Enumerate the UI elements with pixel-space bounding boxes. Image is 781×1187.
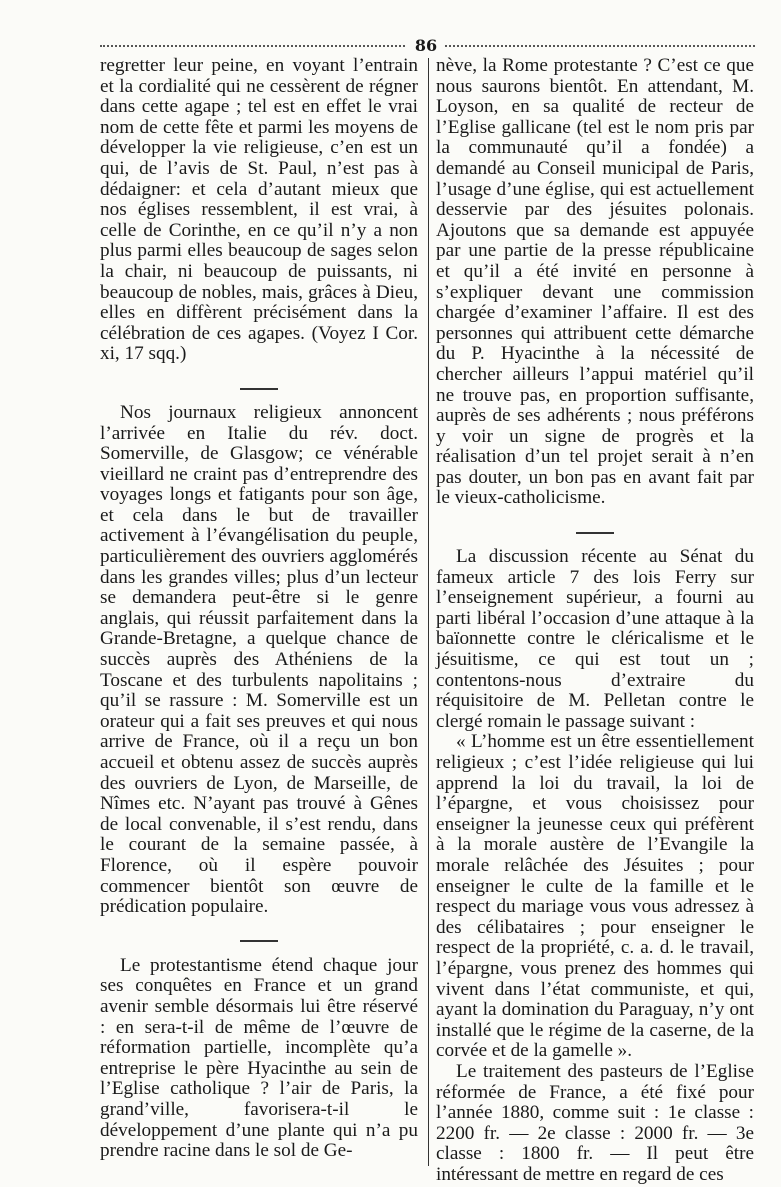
section-divider [100, 926, 418, 948]
page-number: 86 [414, 36, 438, 55]
left-paragraph-3: Le protestantisme étend chaque jour ses conquêtes en France et un grand avenir semble désormais lui être réservé : en sera-t-il de même de l’œuvre de réformation partielle, incomplète qu’a entreprise le père Hyacinthe au sein de l’Eglise catholique ? l’air de Paris, la grand’ville, favorisera-t-il le développement d’une plante qui n’a pu prendre racine dans le sol de Ge- [100, 954, 418, 1162]
header-rule-left [100, 45, 405, 47]
right-paragraph-1: nève, la Rome protestante ? C’est ce que nous saurons bientôt. En attendant, M. Loyson, en sa qualité de recteur de l’Eglise gallicane (tel est le nom pris par la communauté qu’il a fondée) a demandé au Conseil municipal de Paris, l’usage d’une église, qui est actuellement desservie par des jésuites polonais. Ajoutons que sa demande est appuyée par une partie de la presse républicaine et qu’il a été invité en personne à s’expliquer devant une commission chargée d’examiner l’affaire. Il est des personnes qui attribuent cette démarche du P. Hyacinthe à la nécessité de chercher ailleurs l’appui matériel qu’il ne trouve pas, en proportion suffisante, auprès de ses adhérents ; nous préférons y voir un signe de progrès et la réalisation d’un tel projet serait à n’en pas douter, un bon pas en avant fait par le vieux-catholicisme. [436, 55, 754, 509]
right-column [436, 56, 754, 1185]
left-paragraph-1: regretter leur peine, en voyant l’entrain et la cordialité qui ne cessèrent de régner dans cette agape ; tel est en effet le vrai nom de cette fête et parmi les moyens de développer la vie religieuse, c’en est un qui, de l’avis de St. Paul, n’est pas à dédaigner: et cela d’autant mieux que nos églises ressemblent, il est vrai, à celle de Corinthe, en ce qu’il n’y a non plus parmi elles beaucoup de sages selon la chair, ni beaucoup de puissants, ni beaucoup de nobles, mais, grâces à Dieu, elles en diffèrent précisément dans la célébration de ces agapes. (Voyez I Cor. xi, 17 sqq.) [100, 55, 418, 365]
header-rule-right [445, 45, 755, 47]
section-divider [436, 517, 754, 539]
page-header [100, 36, 755, 56]
right-paragraph-2: La discussion récente au Sénat du fameux article 7 des lois Ferry sur l’enseignement supérieur, a fourni au parti libéral l’occasion d’une attaque à la baïonnette contre le cléricalisme et le jésuitisme, ce qui est tout un ; contentons-nous d’extraire du réquisitoire de M. Pelletan contre le clergé romain le passage suivant : [436, 546, 754, 732]
section-divider [100, 373, 418, 395]
column-separator [428, 58, 429, 1166]
left-paragraph-2: Nos journaux religieux annoncent l’arrivée en Italie du rév. doct. Somerville, de Glasgow; ce vénérable vieillard ne craint pas d’entreprendre des voyages longs et fatigants pour son âge, et cela dans le but de travailler activement à l’évangélisation du peuple, particulièrement des ouvriers agglomérés dans les grandes villes; plus d’un lecteur se demandera peut-être si le genre anglais, qui réussit parfaitement dans la Grande-Bretagne, a quelque chance de succès auprès des Athéniens de la Toscane et des turbulents napolitains ; qu’il se rassure : M. Somerville est un orateur qui a fait ses preuves et qui nous arrive de France, où il a reçu un bon accueil et obtenu assez de succès auprès des ouvriers de Lyon, de Marseille, de Nîmes etc. N’ayant pas trouvé à Gênes de local convenable, il s’est rendu, dans le courant de la semaine passée, à Florence, où il espère pouvoir commencer bientôt son œuvre de prédication populaire. [100, 401, 418, 918]
right-paragraph-3: « L’homme est un être essentiellement religieux ; c’est l’idée religieuse qui lui apprend la loi du travail, la loi de l’épargne, et vous choisissez pour enseigner la jeunesse ceux qui préfèrent à la morale austère de l’Evangile la morale relâchée des Jésuites ; pour enseigner le culte de la famille et le respect du mariage vous vous adressez à des célibataires ; pour enseigner le respect de la propriété, c. a. d. le travail, l’épargne, vous prenez des hommes qui vivent dans l’état communiste, et qui, ayant la domination du Paraguay, n’y ont installé que le régime de la caserne, de la corvée et de la gamelle ». [436, 731, 754, 1062]
right-paragraph-4: Le traitement des pasteurs de l’Eglise réformée de France, a été fixé pour l’année 1880, comme suit : 1e classe : 2200 fr. — 2e classe : 2000 fr. — 3e classe : 1800 fr. — Il peut être intéressant de mettre en regard de ces [436, 1060, 754, 1185]
left-column [100, 56, 418, 1162]
